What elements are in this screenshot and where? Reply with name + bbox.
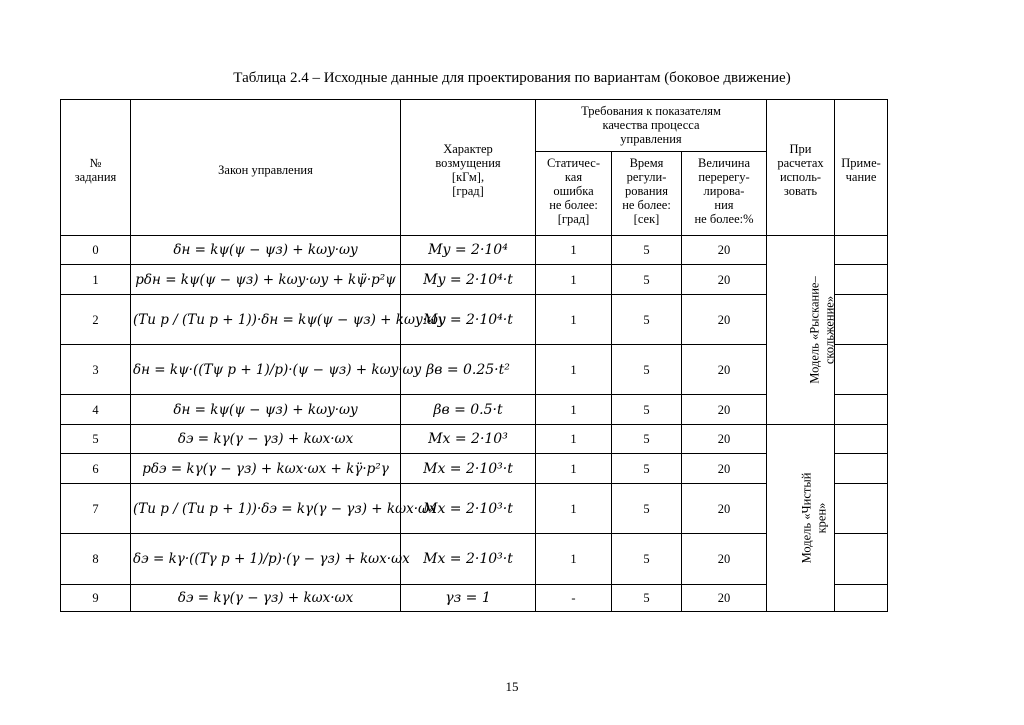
row-num: 6 [61, 454, 131, 484]
row-overshoot: 20 [682, 295, 767, 345]
row-settling-time: 5 [612, 395, 682, 425]
row-num: 8 [61, 534, 131, 585]
row-overshoot: 20 [682, 585, 767, 612]
row-disturbance: My = 2·10⁴ [401, 236, 536, 265]
row-static-error: 1 [536, 345, 612, 395]
table-row [61, 425, 888, 454]
row-disturbance: Mx = 2·10³·t [401, 454, 536, 484]
row-static-error: 1 [536, 454, 612, 484]
header-settling-time: Время регули- рования не более: [сек] [612, 152, 682, 236]
row-overshoot: 20 [682, 534, 767, 585]
row-num: 2 [61, 295, 131, 345]
row-disturbance: γз = 1 [401, 585, 536, 612]
row-note [835, 425, 888, 454]
row-control-law: pδэ = kγ(γ − γз) + kωx·ωx + kγ̈·p²γ [131, 454, 401, 484]
row-settling-time: 5 [612, 585, 682, 612]
row-static-error: 1 [536, 265, 612, 295]
header-use: При расчетах исполь- зовать [767, 100, 835, 236]
row-control-law: pδн = kψ(ψ − ψз) + kωy·ωy + kψ̈·p²ψ [131, 265, 401, 295]
row-control-law: δн = kψ(ψ − ψз) + kωy·ωy [131, 236, 401, 265]
row-disturbance: My = 2·10⁴·t [401, 295, 536, 345]
row-static-error: 1 [536, 484, 612, 534]
row-control-law: δэ = kγ(γ − γз) + kωx·ωx [131, 425, 401, 454]
row-control-law: δн = kψ(ψ − ψз) + kωy·ωy [131, 395, 401, 425]
row-settling-time: 5 [612, 345, 682, 395]
row-control-law: δэ = kγ·((Tγ p + 1)/p)·(γ − γз) + kωx·ωx [131, 534, 401, 585]
page-number: 15 [505, 679, 519, 694]
row-num: 1 [61, 265, 131, 295]
row-num: 3 [61, 345, 131, 395]
row-settling-time: 5 [612, 236, 682, 265]
model-pure-roll: Модель «Чистый крен» [767, 425, 835, 612]
row-overshoot: 20 [682, 454, 767, 484]
row-note [835, 295, 888, 345]
table-row [61, 345, 888, 395]
row-control-law: (Tи p / (Tи p + 1))·δн = kψ(ψ − ψз) + kωy·ωy [131, 295, 401, 345]
row-note [835, 484, 888, 534]
row-disturbance: Mx = 2·10³·t [401, 534, 536, 585]
table-row [61, 484, 888, 534]
row-disturbance: My = 2·10⁴·t [401, 265, 536, 295]
row-static-error: 1 [536, 534, 612, 585]
table-row [61, 395, 888, 425]
row-settling-time: 5 [612, 295, 682, 345]
row-num: 4 [61, 395, 131, 425]
model-yaw-slip: Модель «Рыскание– скольжение» [767, 236, 835, 425]
header-num: № задания [61, 100, 131, 236]
row-static-error: 1 [536, 295, 612, 345]
row-overshoot: 20 [682, 265, 767, 295]
table-row [61, 534, 888, 585]
row-control-law: (Tи p / (Tи p + 1))·δэ = kγ(γ − γз) + kωx·ωx [131, 484, 401, 534]
row-num: 5 [61, 425, 131, 454]
header-static-error: Статичес- кая ошибка не более: [град] [536, 152, 612, 236]
table-row [61, 265, 888, 295]
row-control-law: δэ = kγ(γ − γз) + kωx·ωx [131, 585, 401, 612]
row-note [835, 265, 888, 295]
row-num: 7 [61, 484, 131, 534]
row-settling-time: 5 [612, 454, 682, 484]
row-control-law: δн = kψ·((Tψ p + 1)/p)·(ψ − ψз) + kωy·ωy [131, 345, 401, 395]
row-disturbance: βв = 0.25·t² [401, 345, 536, 395]
row-note [835, 454, 888, 484]
data-table [60, 99, 888, 612]
row-note [835, 345, 888, 395]
row-note [835, 395, 888, 425]
table-row [61, 295, 888, 345]
table-caption: Таблица 2.4 – Исходные данные для проектирования по вариантам (боковое движение) [233, 70, 791, 86]
row-note [835, 534, 888, 585]
row-overshoot: 20 [682, 345, 767, 395]
row-settling-time: 5 [612, 484, 682, 534]
row-overshoot: 20 [682, 484, 767, 534]
row-num: 0 [61, 236, 131, 265]
header-disturbance: Характер возмущения [кГм], [град] [401, 100, 536, 236]
row-disturbance: Mx = 2·10³·t [401, 484, 536, 534]
row-static-error: 1 [536, 236, 612, 265]
row-overshoot: 20 [682, 236, 767, 265]
header-law: Закон управления [131, 100, 401, 236]
header-row-1 [61, 100, 888, 152]
table-row [61, 454, 888, 484]
row-overshoot: 20 [682, 425, 767, 454]
row-settling-time: 5 [612, 534, 682, 585]
row-static-error: 1 [536, 395, 612, 425]
row-num: 9 [61, 585, 131, 612]
row-static-error: 1 [536, 425, 612, 454]
table-row [61, 585, 888, 612]
row-settling-time: 5 [612, 425, 682, 454]
row-disturbance: Mx = 2·10³ [401, 425, 536, 454]
table-row [61, 236, 888, 265]
header-overshoot: Величина перерегу- лирова- ния не более:% [682, 152, 767, 236]
row-overshoot: 20 [682, 395, 767, 425]
row-note [835, 585, 888, 612]
header-note: Приме- чание [835, 100, 888, 236]
header-requirements: Требования к показателям качества процесса управления [536, 100, 767, 152]
row-settling-time: 5 [612, 265, 682, 295]
row-static-error: - [536, 585, 612, 612]
row-note [835, 236, 888, 265]
row-disturbance: βв = 0.5·t [401, 395, 536, 425]
